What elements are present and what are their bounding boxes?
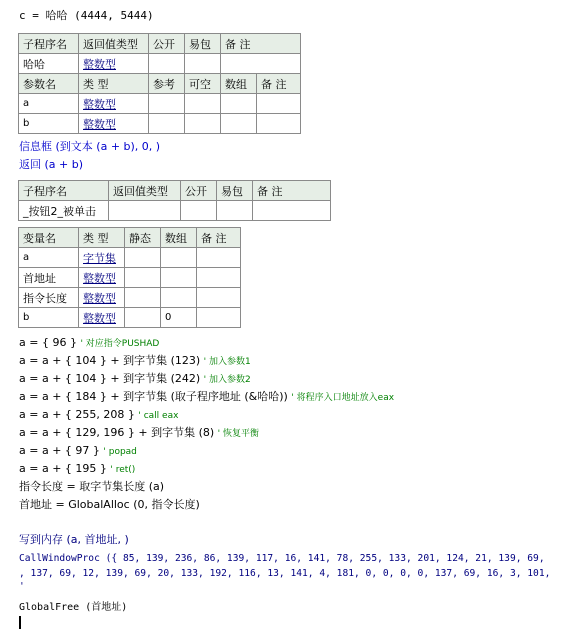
table-row[interactable]	[19, 94, 301, 114]
table-row[interactable]	[19, 268, 241, 288]
code-line-asm[interactable]	[19, 444, 137, 459]
cell-array[interactable]	[161, 268, 197, 288]
header-remark: 备 注	[253, 181, 331, 201]
cell-type[interactable]: 整数型	[79, 94, 149, 114]
cell-sub-name[interactable]: _按钮2_被单击	[19, 201, 109, 221]
code-line-callwindowproc-end[interactable]	[19, 580, 25, 594]
cell-public[interactable]	[149, 54, 185, 74]
cell-return-type[interactable]	[109, 201, 181, 221]
code-text: '	[19, 581, 25, 592]
header-array: 数组	[221, 74, 257, 94]
code-text: 首地址 = GlobalAlloc (0, 指令长度)	[19, 498, 200, 511]
code-line-write-memory[interactable]	[19, 533, 129, 547]
code-text: a = a + { 104 } + 到字节集 (242)	[19, 372, 204, 385]
code-line-callwindowproc[interactable]	[19, 552, 545, 566]
cell-param-name[interactable]: b	[19, 114, 79, 134]
header-remark: 备 注	[221, 34, 301, 54]
cell-var-name[interactable]: a	[19, 248, 79, 268]
cell-array[interactable]	[161, 248, 197, 268]
cell-easy-pkg[interactable]	[185, 54, 221, 74]
code-line-asm[interactable]	[19, 426, 259, 441]
header-array: 数组	[161, 228, 197, 248]
cell-array[interactable]	[221, 94, 257, 114]
header-sub-name: 子程序名	[19, 181, 109, 201]
table-row[interactable]	[19, 54, 301, 74]
cell-reference[interactable]	[149, 114, 185, 134]
code-text: a = { 96 }	[19, 336, 81, 349]
cell-static[interactable]	[125, 268, 161, 288]
code-text: 信息框 (到文本 (a + b), 0, )	[19, 140, 161, 153]
code-line-callwindowproc-cont[interactable]	[19, 567, 550, 581]
cell-nullable[interactable]	[185, 114, 221, 134]
header-static: 静态	[125, 228, 161, 248]
cell-param-name[interactable]: a	[19, 94, 79, 114]
cell-var-name[interactable]: 首地址	[19, 268, 79, 288]
code-text: a = a + { 129, 196 } + 到字节集 (8)	[19, 426, 218, 439]
code-line-msgbox[interactable]	[19, 140, 160, 154]
cell-remark[interactable]	[257, 94, 301, 114]
cell-remark[interactable]	[197, 268, 241, 288]
header-remark: 备 注	[197, 228, 241, 248]
cell-remark[interactable]	[257, 114, 301, 134]
cell-array[interactable]	[161, 288, 197, 308]
code-text: 指令长度 = 取字节集长度 (a)	[19, 480, 165, 493]
table-row[interactable]	[19, 288, 241, 308]
subroutine-table-haha	[18, 33, 301, 74]
code-comment: ' popad	[103, 447, 137, 457]
cell-static[interactable]	[125, 248, 161, 268]
code-text: 写到内存 (a, 首地址, )	[19, 533, 129, 546]
code-line-asm[interactable]	[19, 372, 251, 387]
table-row[interactable]	[19, 201, 331, 221]
header-remark: 备 注	[257, 74, 301, 94]
cell-static[interactable]	[125, 308, 161, 328]
cell-remark[interactable]	[197, 288, 241, 308]
cell-type[interactable]: 字节集	[79, 248, 125, 268]
code-text: CallWindowProc ({ 85, 139, 236, 86, 139, 117, 16, 141, 78, 255, 133, 201, 124, 21, 139, 69,	[19, 553, 545, 564]
header-param-name: 参数名	[19, 74, 79, 94]
header-public: 公开	[181, 181, 217, 201]
variable-table	[18, 227, 241, 328]
cell-type[interactable]: 整数型	[79, 288, 125, 308]
header-easy-pkg: 易包	[185, 34, 221, 54]
code-line-globalfree[interactable]	[19, 600, 127, 615]
code-line-length[interactable]	[19, 480, 164, 494]
code-line-call-haha[interactable]	[19, 9, 154, 23]
code-text: GlobalFree (首地址)	[19, 602, 128, 613]
cell-array[interactable]: 0	[161, 308, 197, 328]
table-row[interactable]	[19, 308, 241, 328]
code-text: 返回 (a + b)	[19, 158, 84, 171]
cell-return-type[interactable]: 整数型	[79, 54, 149, 74]
code-line-asm[interactable]	[19, 354, 251, 369]
cell-remark[interactable]	[197, 248, 241, 268]
cell-reference[interactable]	[149, 94, 185, 114]
cell-remark[interactable]	[221, 54, 301, 74]
code-line-alloc[interactable]	[19, 498, 200, 512]
parameter-table	[18, 73, 301, 134]
code-text: a = a + { 255, 208 }	[19, 408, 139, 421]
code-comment: ' 加入参数2	[203, 375, 251, 385]
header-return-type: 返回值类型	[109, 181, 181, 201]
header-var-name: 变量名	[19, 228, 79, 248]
header-return-type: 返回值类型	[79, 34, 149, 54]
code-text: a = a + { 104 } + 到字节集 (123)	[19, 354, 204, 367]
code-comment: ' ret()	[110, 465, 136, 475]
header-type: 类 型	[79, 228, 125, 248]
code-line-asm[interactable]	[19, 408, 178, 423]
code-line-asm[interactable]	[19, 390, 394, 405]
subroutine-table-button2	[18, 180, 331, 221]
header-sub-name: 子程序名	[19, 34, 79, 54]
code-text: a = a + { 195 }	[19, 462, 111, 475]
text-cursor	[19, 616, 21, 629]
cell-nullable[interactable]	[185, 94, 221, 114]
code-line-asm[interactable]	[19, 336, 159, 351]
code-text: a = a + { 184 } + 到字节集 (取子程序地址 (&哈哈))	[19, 390, 292, 403]
header-type: 类 型	[79, 74, 149, 94]
cell-public[interactable]	[181, 201, 217, 221]
code-comment: ' 将程序入口地址放入eax	[291, 393, 395, 403]
cell-sub-name[interactable]: 哈哈	[19, 54, 79, 74]
code-comment: ' 加入参数1	[203, 357, 251, 367]
code-text: a = a + { 97 }	[19, 444, 104, 457]
code-text: c = 哈哈 (4444, 5444)	[19, 9, 154, 22]
header-reference: 参考	[149, 74, 185, 94]
header-nullable: 可空	[185, 74, 221, 94]
code-comment: ' call eax	[138, 411, 179, 421]
cell-var-name[interactable]: b	[19, 308, 79, 328]
cell-type[interactable]: 整数型	[79, 308, 125, 328]
cell-easy-pkg[interactable]	[217, 201, 253, 221]
code-line-return[interactable]	[19, 158, 83, 172]
table-row[interactable]	[19, 114, 301, 134]
cell-array[interactable]	[221, 114, 257, 134]
cell-type[interactable]: 整数型	[79, 268, 125, 288]
header-easy-pkg: 易包	[217, 181, 253, 201]
code-comment: ' 恢复平衡	[217, 429, 260, 439]
cell-static[interactable]	[125, 288, 161, 308]
header-public: 公开	[149, 34, 185, 54]
cell-var-name[interactable]: 指令长度	[19, 288, 79, 308]
code-text: , 137, 69, 12, 139, 69, 20, 133, 192, 116, 13, 141, 4, 181, 0, 0, 0, 0, 137, 69, 16, 3, 101,	[19, 568, 551, 579]
table-row[interactable]	[19, 248, 241, 268]
cell-remark[interactable]	[197, 308, 241, 328]
code-line-asm[interactable]	[19, 462, 135, 477]
cell-type[interactable]: 整数型	[79, 114, 149, 134]
cell-remark[interactable]	[253, 201, 331, 221]
code-comment: ' 对应指令PUSHAD	[80, 339, 160, 349]
